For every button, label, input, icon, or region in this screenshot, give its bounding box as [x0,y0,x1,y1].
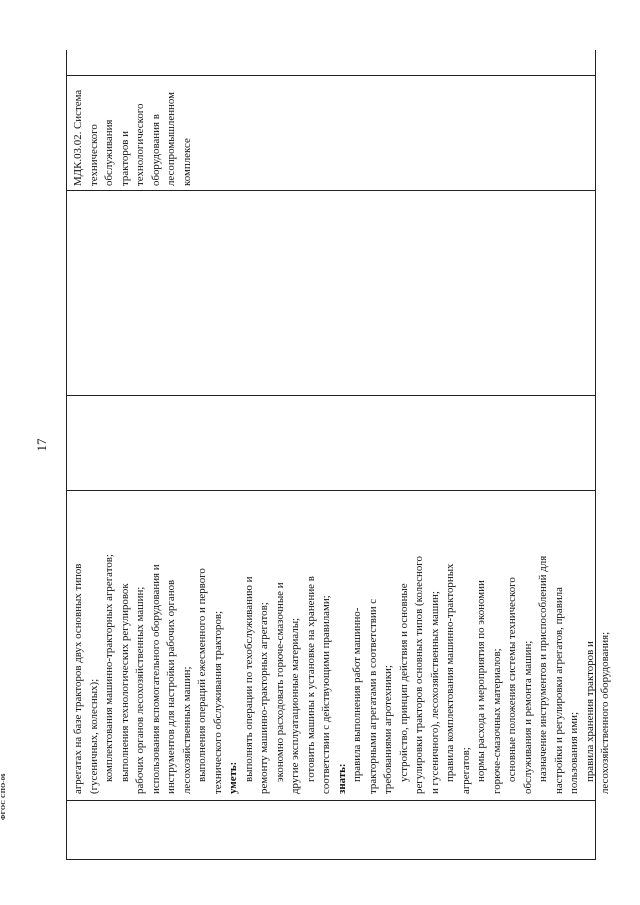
text-line: агрегатов; [459,747,472,794]
text-line: выполнения технологических регулировок [118,583,131,782]
mdk-title [71,79,195,186]
table-column-index [67,800,595,860]
text-line: горюче-смазочных материалов; [490,648,503,794]
text-line: инструментов для настройки рабочих органов [165,579,177,794]
text-line: другие эксплуатационные материалы; [289,617,301,794]
text-line: использования вспомогательного оборудования и [149,564,162,794]
text-line: экономно расходовать горюче-смазочные и [273,582,286,782]
text-line: правила выполнения работ машинно- [351,607,363,782]
text-line: регулировки тракторов основных типов (колесного [413,556,425,794]
mdk-line: технологического [134,103,146,186]
table-column-hours-max [67,395,595,490]
text-line: тракторными агрегатами в соответствии с [366,598,379,794]
text-line: (гусеничных, колесных); [87,678,100,794]
text-line: агрегатах на базе тракторов двух основных типов [72,563,84,794]
requirements-text [71,495,614,794]
table-column-mdk [67,75,595,190]
text-line: комплектования машинно-тракторных агрегатов; [103,554,115,782]
text-line: и гусеничного), лесохозяйственных машин; [428,591,441,794]
section-heading: уметь: [227,761,239,794]
text-line: нормы расхода и мероприятия по экономии [475,580,487,782]
table-column-requirements [67,490,611,800]
text-line: основные положения системы технического [506,577,518,782]
text-line: требованиями агротехники; [382,665,394,794]
mdk-line: технического [87,124,100,186]
text-line: технического обслуживания тракторов; [211,610,224,794]
text-line: обслуживания и ремонта машин; [521,640,534,794]
mdk-line: тракторов и [118,131,131,186]
text-line: лесохозяйственных машин; [180,666,193,794]
text-line: назначение инструментов и приспособлений для [537,555,549,782]
text-line: правила хранения тракторов и [583,641,596,782]
text-line: соответствии с действующими правилами; [320,595,332,794]
text-line: выполнять операции по техобслуживанию и [242,576,255,782]
text-line: ремонту машинно-тракторных агрегатов; [258,602,270,794]
text-line: настройки и регулировки агрегатов, правила [552,587,565,794]
text-line: правила комплектования машинно-тракторных [444,563,456,782]
page-number: 17 [34,438,49,452]
table-column-hours-class [67,190,595,395]
footer-label: ФГОС СПО-06 [0,773,7,820]
rotated-page [34,50,611,860]
competency-table [66,50,611,860]
mdk-line: оборудования в [149,114,162,186]
text-line: готовить машины к установке на хранение в [304,576,317,782]
mdk-line: МДК.03.02. Система [72,89,84,186]
mdk-line: обслуживания [103,119,115,186]
mdk-line: комплексе [180,138,193,186]
table-column-competencies [67,50,595,75]
text-line: выполнения операций ежесменного и первого [196,568,208,782]
text-line: пользования ими; [568,711,580,794]
mdk-line: лесопромышленном [165,92,177,186]
section-heading: знать: [335,763,348,794]
text-line: устройство, принцип действия и основные [397,583,410,782]
text-line: рабочих органов лесохозяйственных машин; [134,586,146,794]
text-line: лесохозяйственного оборудования; [599,631,611,794]
